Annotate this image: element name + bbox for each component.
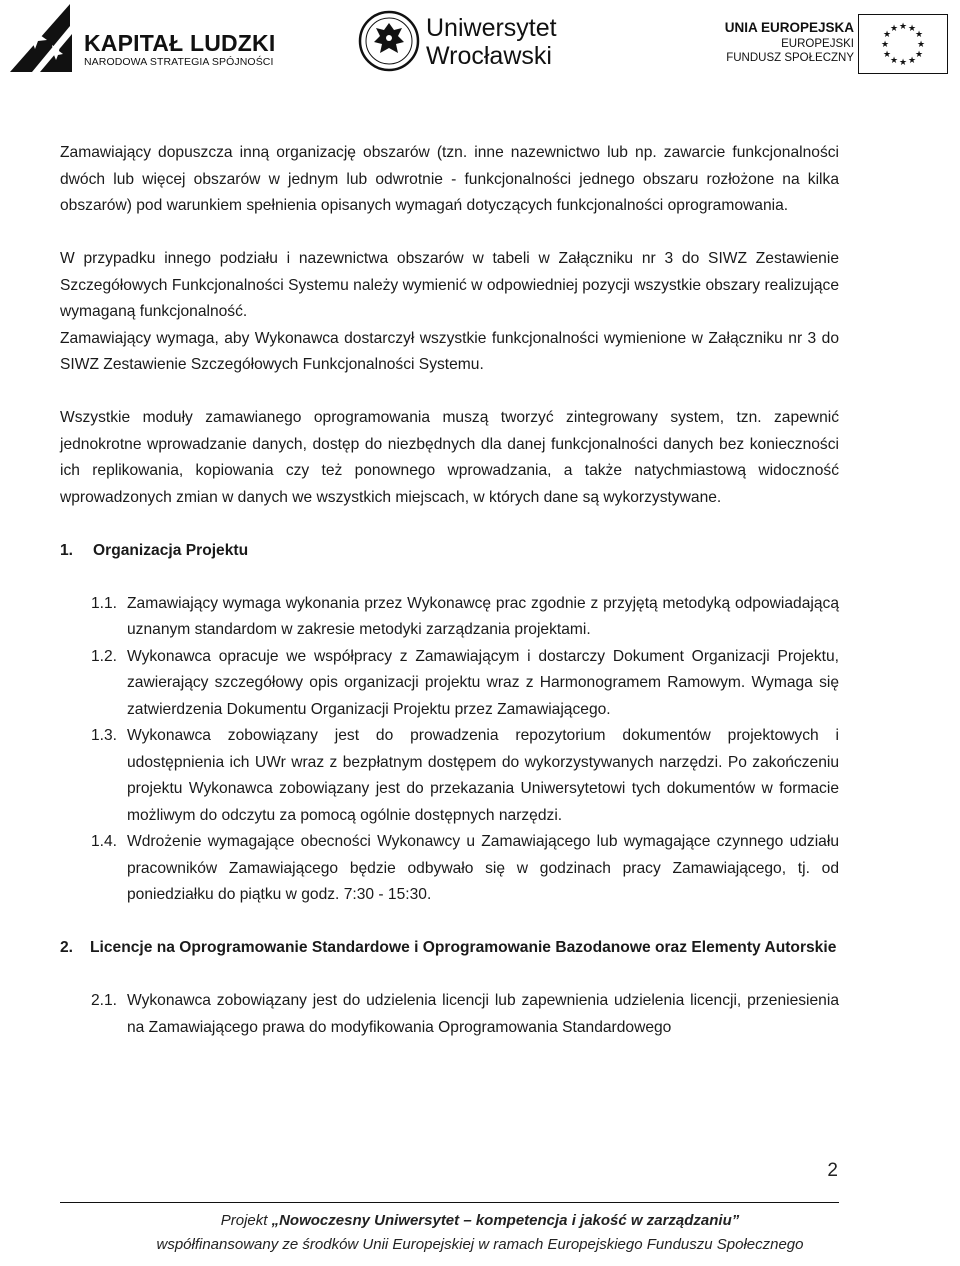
ue-subtitle-line1: EUROPEJSKI [781,38,854,50]
item-text: Wykonawca zobowiązany jest do udzielenia licencji lub zapewnienia udzielenia licencji, przeniesienia na Zamawiającego prawa do modyfikowania Oprogramowania Standardowego [127,992,839,1036]
svg-text:★: ★ [914,50,924,60]
item-text: Wykonawca zobowiązany jest do prowadzenia repozytorium dokumentów projektowych i udostępnienia ich UWr wraz z bezpłatnym dostępem do wykorzystywanych narzędzi. Po zakończeniu projektu Wykonawca zobowiązany jest do przekazania Uniwersytetowi tych dokumentów w formacie możliwym do odczytu za pomocą ogólnie dostępnych narzędzi. [127,727,839,824]
svg-text:★: ★ [898,58,908,68]
ue-subtitle-line2: FUNDUSZ SPOŁECZNY [726,52,854,64]
footer-prefix: Projekt [220,1212,272,1229]
svg-text:★: ★ [889,56,899,66]
footer-funding-line: współfinansowany ze środków Unii Europejskiej w ramach Europejskiego Funduszu Społecznego [156,1236,804,1253]
paragraph: Zamawiający wymaga, aby Wykonawca dostarczył wszystkie funkcjonalności wymienione w Załączniku nr 3 do SIWZ Zestawienie Szczegółowych Funkcjonalności Systemu. [60,329,839,373]
uniwersytet-wroclawski-logo [358,10,578,74]
kapital-ludzki-subtitle: NARODOWA STRATEGIA SPÓJNOŚCI [84,56,274,68]
svg-text:★: ★ [882,30,892,40]
eu-flag-icon [858,14,948,74]
svg-text:★: ★ [907,56,917,66]
item-text: Wykonawca opracuje we współpracy z Zamawiającym i dostarczy Dokument Organizacji Projektu, zawierający szczegółowy opis organizacji projektu wraz z Harmonogramem Ramowym. Wymaga się zatwierdzenia Dokumentu Organizacji Projektu przez Zamawiającego. [127,647,839,718]
university-seal-icon [358,10,420,72]
svg-text:★: ★ [889,24,899,34]
item-text: Zamawiający wymaga wykonania przez Wykonawcę prac zgodnie z przyjętą metodyką odpowiadającą uznanym standardom w zakresie metodyki zarządzania projektami. [127,594,839,638]
list-item [60,723,839,829]
footer-divider [60,1202,839,1203]
paragraph: Zamawiający dopuszcza inną organizację obszarów (tzn. inne nazewnictwo lub np. zawarcie funkcjonalności dwóch lub więcej obszarów w jednym lub odwrotnie - funkcjonalności jednego obszaru rozłożone na kilka obszarów) pod warunkiem spełnienia opisanych wymagań dotyczących funkcjonalności oprogramowania. [60,144,839,214]
ue-title: UNIA EUROPEJSKA [724,20,854,35]
section-heading [60,935,839,962]
list-item [60,988,839,1041]
unia-europejska-logo [692,14,954,76]
page-header [0,0,960,90]
kapital-ludzki-mark-icon [10,4,76,72]
svg-text:★: ★ [916,40,926,50]
section-title: Licencje na Oprogramowanie Standardowe i Oprogramowanie Bazodanowe oraz Elementy Autorskie [90,939,837,956]
footer-project-line [0,1212,960,1229]
list-item [60,591,839,644]
item-number: 1.3. [91,727,118,744]
svg-text:★: ★ [880,40,890,50]
svg-text:★: ★ [907,24,917,34]
section-number: 1. [60,541,74,559]
item-number: 1.4. [91,833,118,850]
list-item [60,644,839,724]
section-number: 2. [60,939,74,956]
university-name-line1: Uniwersytet [426,14,557,42]
footer-project-title: „Nowoczesny Uniwersytet – kompetencja i jakość w zarządzaniu” [271,1212,740,1229]
document-body [60,140,839,1041]
university-name-line2: Wrocławski [426,42,552,70]
list-item [60,829,839,909]
item-text: Wdrożenie wymagające obecności Wykonawcy u Zamawiającego lub wymagające czynnego udziału pracowników Zamawiającego będzie odbywało się w godzinach pracy Zamawiającego, tj. od poniedziałku do piątku w godz. 7:30 - 15:30. [127,833,839,903]
item-number: 1.2. [91,647,118,665]
section-heading [60,538,839,565]
svg-text:★: ★ [898,22,908,32]
svg-text:★: ★ [882,50,892,60]
section-title: Organizacja Projektu [93,541,249,559]
paragraph: W przypadku innego podziału i nazewnictwa obszarów w tabeli w Załączniku nr 3 do SIWZ Zestawienie Szczegółowych Funkcjonalności Systemu należy wymienić w odpowiedniej pozycji wszystkie obszary realizujące wymaganą funkcjonalność. [60,250,839,320]
item-number: 1.1. [91,594,118,612]
page-number: 2 [827,1160,838,1181]
paragraph: Wszystkie moduły zamawianego oprogramowania muszą tworzyć zintegrowany system, tzn. zapewnić jednokrotne wprowadzanie danych, dostęp do niezbędnych dla danej funkcjonalności danych bez konieczności ich replikowania, kopiowania czy też ponownego wprowadzania, a także natychmiastową widoczność wprowadzonych zmian w danych we wszystkich miejscach, w których dane są wykorzystywane. [60,409,839,506]
item-number: 2.1. [91,992,118,1009]
svg-text:★: ★ [914,30,924,40]
kapital-ludzki-title: KAPITAŁ LUDZKI [84,30,276,56]
kapital-ludzki-logo [10,4,276,74]
